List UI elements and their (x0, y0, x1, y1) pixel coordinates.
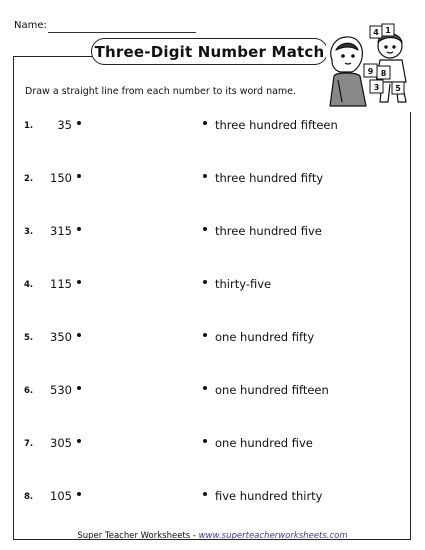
left-dot[interactable] (77, 386, 81, 390)
right-dot[interactable] (203, 280, 207, 284)
word-name: three hundred five (215, 224, 322, 238)
footer (0, 531, 425, 541)
word-name: one hundred fifteen (215, 383, 329, 397)
item-number-label: 4. (24, 280, 34, 290)
match-row (0, 118, 425, 134)
number-value: 35 (57, 118, 72, 132)
number-value: 530 (50, 383, 72, 397)
block-label: 3 (373, 83, 380, 92)
match-row (0, 277, 425, 293)
footer-site-link[interactable]: www.superteacherworksheets.com (198, 531, 348, 541)
block-label: 9 (367, 67, 374, 76)
number-value: 105 (50, 489, 72, 503)
footer-brand: Super Teacher Worksheets - (77, 531, 199, 541)
item-number-label: 8. (24, 492, 34, 502)
item-number-label: 6. (24, 386, 34, 396)
right-dot[interactable] (203, 227, 207, 231)
block-label: 1 (385, 26, 391, 35)
name-line[interactable] (48, 32, 196, 33)
right-dot[interactable] (203, 174, 207, 178)
name-label: Name: (14, 20, 47, 31)
item-number-label: 5. (24, 333, 34, 343)
match-row (0, 224, 425, 240)
item-number-label: 7. (24, 439, 34, 449)
instructions: Draw a straight line from each number to its word name. (25, 86, 297, 97)
item-number-label: 1. (24, 121, 34, 131)
left-dot[interactable] (77, 280, 81, 284)
word-name: one hundred five (215, 436, 313, 450)
right-dot[interactable] (203, 439, 207, 443)
left-dot[interactable] (77, 174, 81, 178)
left-dot[interactable] (77, 333, 81, 337)
block-label: 5 (395, 84, 401, 93)
left-dot[interactable] (77, 492, 81, 496)
match-row (0, 330, 425, 346)
word-name: five hundred thirty (215, 489, 323, 503)
right-dot[interactable] (203, 492, 207, 496)
word-name: one hundred fifty (215, 330, 315, 344)
match-row (0, 383, 425, 399)
word-name: thirty-five (215, 277, 272, 291)
left-dot[interactable] (77, 121, 81, 125)
worksheet-title: Three-Digit Number Match (91, 38, 328, 65)
word-name: three hundred fifteen (215, 118, 338, 132)
item-number-label: 3. (24, 227, 34, 237)
block-label: 4 (373, 28, 379, 37)
item-number-label: 2. (24, 174, 34, 184)
left-dot[interactable] (77, 439, 81, 443)
right-dot[interactable] (203, 333, 207, 337)
children-with-blocks-illustration (326, 20, 412, 112)
number-value: 150 (50, 171, 72, 185)
match-row (0, 171, 425, 187)
word-name: three hundred fifty (215, 171, 324, 185)
left-dot[interactable] (77, 227, 81, 231)
number-value: 350 (50, 330, 72, 344)
block-label: 8 (380, 69, 387, 78)
number-value: 315 (50, 224, 72, 238)
match-row (0, 489, 425, 505)
match-row (0, 436, 425, 452)
number-value: 115 (50, 277, 72, 291)
number-value: 305 (50, 436, 72, 450)
right-dot[interactable] (203, 121, 207, 125)
right-dot[interactable] (203, 386, 207, 390)
